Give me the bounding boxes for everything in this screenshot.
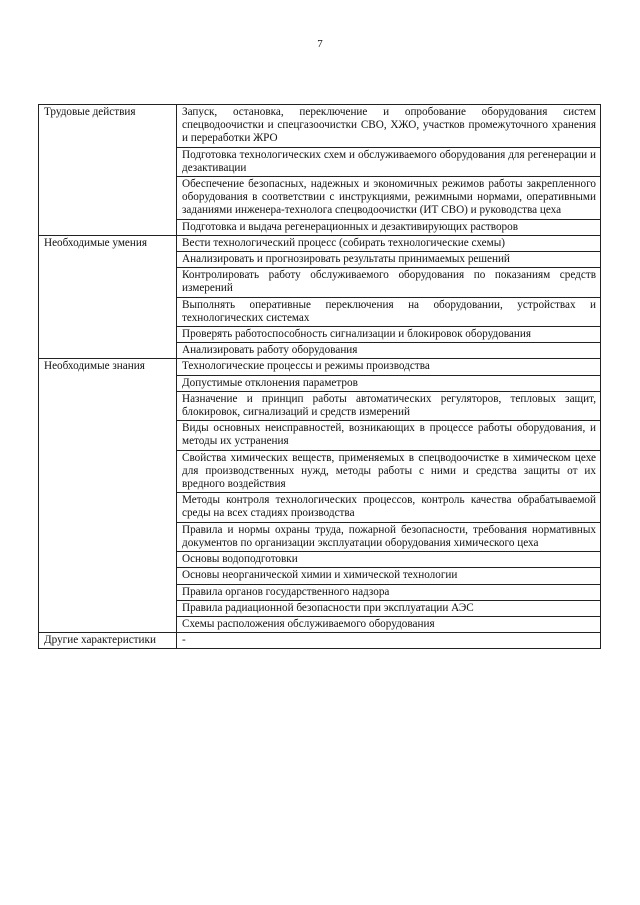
section-item: Свойства химических веществ, применяемых в спецводоочистке в химическом цехе для производственных нужд, методы работы с ними и средства защиты от их вредного воздействия bbox=[177, 450, 601, 493]
section-item: Анализировать работу оборудования bbox=[177, 343, 601, 359]
section-item: Технологические процессы и режимы производства bbox=[177, 359, 601, 375]
page-number: 7 bbox=[317, 38, 323, 50]
section-item: Контролировать работу обслуживаемого оборудования по показаниям средств измерений bbox=[177, 268, 601, 297]
section-item: Основы неорганической химии и химической технологии bbox=[177, 568, 601, 584]
section-item: Схемы расположения обслуживаемого оборудования bbox=[177, 616, 601, 632]
section-item: Запуск, остановка, переключение и опробование оборудования систем спецводоочистки и спецгазоочистки СВО, ХЖО, участков промежуточного хранения и переработки ЖРО bbox=[177, 105, 601, 148]
section-label: Необходимые знания bbox=[39, 359, 177, 633]
characteristics-table bbox=[38, 104, 601, 649]
section-item: Правила и нормы охраны труда, пожарной безопасности, требования нормативных документов по организации эксплуатации оборудования химического цеха bbox=[177, 522, 601, 551]
section-label: Трудовые действия bbox=[39, 105, 177, 236]
section-item: Вести технологический процесс (собирать технологические схемы) bbox=[177, 235, 601, 251]
table-row bbox=[39, 105, 601, 148]
section-item: Правила органов государственного надзора bbox=[177, 584, 601, 600]
section-item: Обеспечение безопасных, надежных и экономичных режимов работы закрепленного оборудования в соответствии с инструкциями, режимными нормами, оперативными заданиями инженера-технолога спецводоочистки (ИТ СВО) и руководства цеха bbox=[177, 177, 601, 220]
table-row bbox=[39, 359, 601, 375]
table-row bbox=[39, 235, 601, 251]
section-item: Проверять работоспособность сигнализации и блокировок оборудования bbox=[177, 327, 601, 343]
section-item: Правила радиационной безопасности при эксплуатации АЭС bbox=[177, 600, 601, 616]
section-item: Методы контроля технологических процессов, контроль качества обрабатываемой среды на всех стадиях производства bbox=[177, 493, 601, 522]
section-item: - bbox=[177, 633, 601, 649]
section-item: Анализировать и прогнозировать результаты принимаемых решений bbox=[177, 252, 601, 268]
section-item: Выполнять оперативные переключения на оборудовании, устройствах и технологических системах bbox=[177, 297, 601, 326]
section-item: Подготовка и выдача регенерационных и дезактивирующих растворов bbox=[177, 219, 601, 235]
table-row bbox=[39, 633, 601, 649]
section-item: Подготовка технологических схем и обслуживаемого оборудования для регенерации и дезактивации bbox=[177, 147, 601, 176]
section-item: Виды основных неисправностей, возникающих в процессе работы оборудования, и методы их устранения bbox=[177, 421, 601, 450]
section-item: Допустимые отклонения параметров bbox=[177, 375, 601, 391]
section-item: Назначение и принцип работы автоматических регуляторов, тепловых защит, блокировок, сигнализаций и средств измерений bbox=[177, 391, 601, 420]
section-label: Другие характеристики bbox=[39, 633, 177, 649]
section-label: Необходимые умения bbox=[39, 235, 177, 359]
section-item: Основы водоподготовки bbox=[177, 552, 601, 568]
